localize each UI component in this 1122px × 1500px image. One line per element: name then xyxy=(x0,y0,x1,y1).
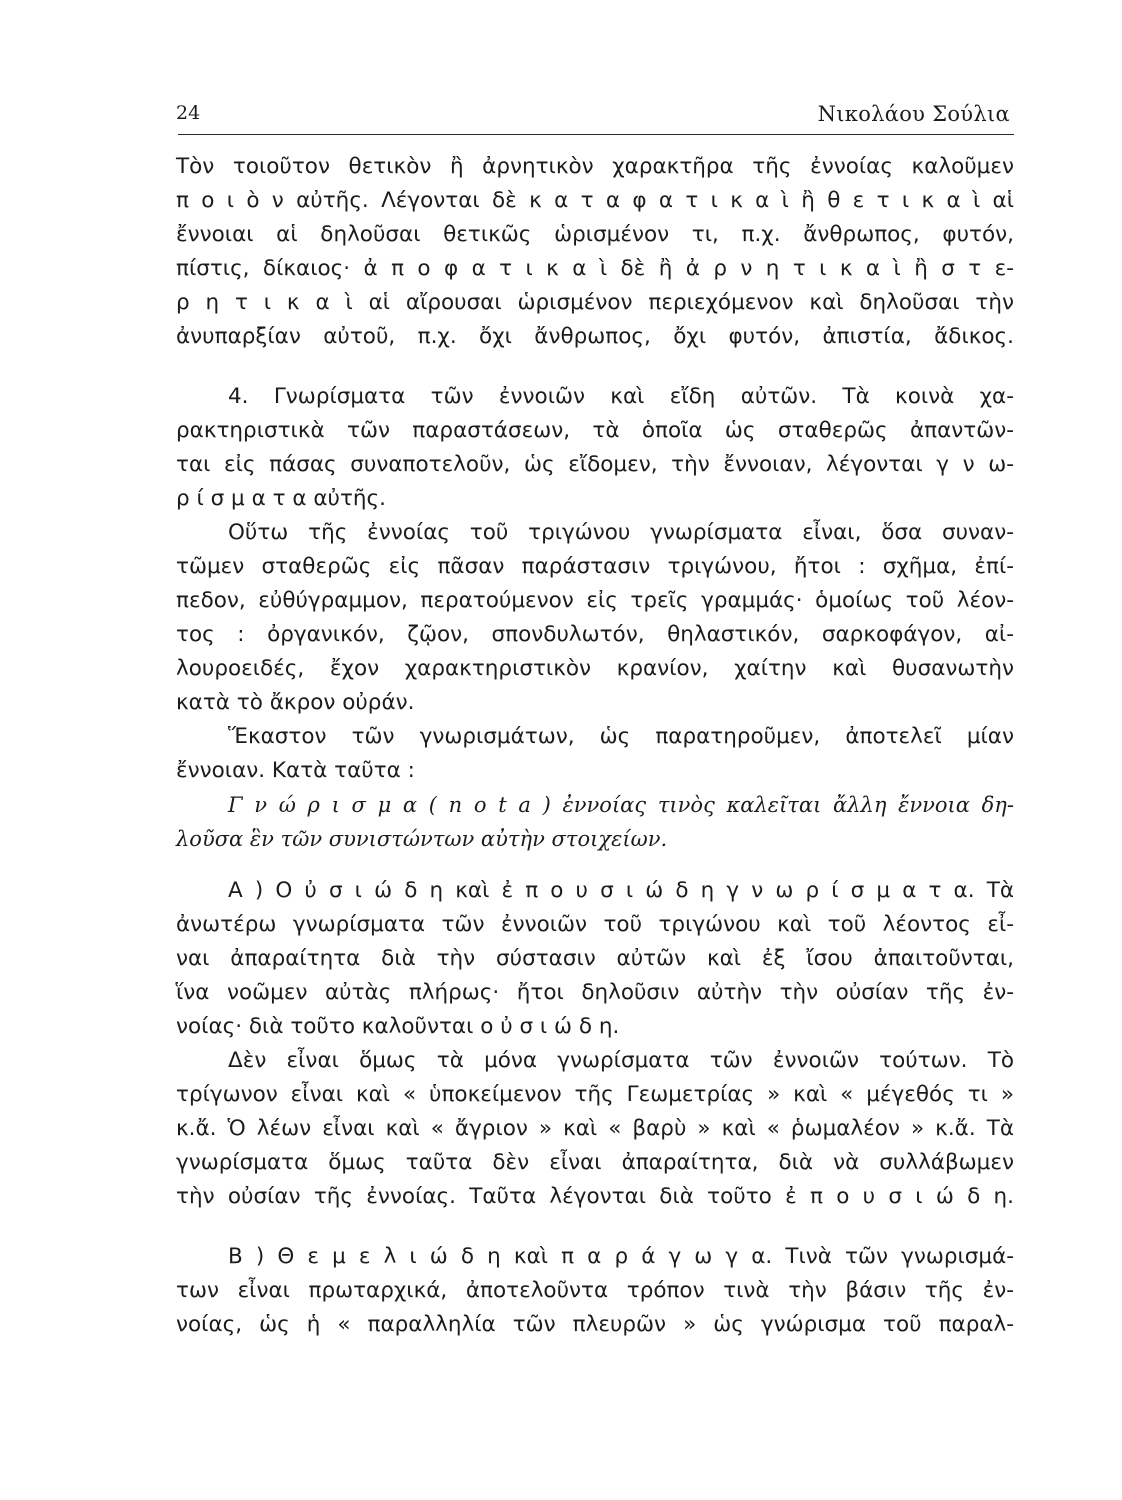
text-line: λουροειδές, ἔχον χαρακτηριστικὸν κρανίον, χαίτην καὶ θυσανωτὴν xyxy=(176,656,1014,681)
definition xyxy=(176,788,1014,856)
header-rule xyxy=(178,134,1014,135)
subsection-heading-line: Β ) Θ ε μ ε λ ι ώ δ η καὶ π α ρ ά γ ω γ α. Τινὰ τῶν γνωρισμά- xyxy=(228,1244,1014,1269)
page-header xyxy=(176,100,1014,132)
text-line: των εἶναι πρωταρχικά, ἀποτελοῦντα τρόπον τινὰ τὴν βάσιν τῆς ἐν- xyxy=(176,1278,1014,1303)
text-line: ρακτηριστικὰ τῶν παραστάσεων, τὰ ὁποῖα ὡς σταθερῶς ἀπαντῶν- xyxy=(176,418,1014,443)
text-line: Οὕτω τῆς ἐννοίας τοῦ τριγώνου γνωρίσματα εἶναι, ὅσα συναν- xyxy=(228,520,1014,545)
subsection-a-paragraph xyxy=(176,874,1014,1044)
text-line: ρ η τ ι κ α ὶ αἱ αἴρουσαι ὡρισμένον περιεχόμενον καὶ δηλοῦσαι τὴν xyxy=(176,290,1014,315)
text-line: νοίας· διὰ τοῦτο καλοῦνται ο ὐ σ ι ώ δ η. xyxy=(176,1014,620,1039)
text-line: τρίγωνον εἶναι καὶ « ὑποκείμενον τῆς Γεωμετρίας » καὶ « μέγεθός τι » xyxy=(176,1082,1014,1107)
text-line: κατὰ τὸ ἄκρον οὐράν. xyxy=(176,690,415,715)
text-line: ται εἰς πάσας συναποτελοῦν, ὡς εἴδομεν, τὴν ἔννοιαν, λέγονται γ ν ω- xyxy=(176,452,1014,477)
text-line: ἔννοιαι αἱ δηλοῦσαι θετικῶς ὡρισμένον τι, π.χ. ἄνθρωπος, φυτόν, xyxy=(176,222,1014,247)
definition-line: Γ ν ώ ρ ι σ μ α ( n o t a ) ἐννοίας τινὸς καλεῖται ἄλλη ἔννοια δη- xyxy=(228,793,1014,817)
text-line: νοίας, ὡς ἡ « παραλληλία τῶν πλευρῶν » ὡς γνώρισμα τοῦ παραλ- xyxy=(176,1312,1014,1337)
text-line: κ.ἄ. Ὁ λέων εἶναι καὶ « ἄγριον » καὶ « βαρὺ » καὶ « ῥωμαλέον » κ.ἄ. Τὰ xyxy=(176,1116,1014,1141)
text-line: Δὲν εἶναι ὅμως τὰ μόνα γνωρίσματα τῶν ἐννοιῶν τούτων. Τὸ xyxy=(228,1048,1014,1073)
paragraph-4 xyxy=(176,720,1014,788)
text-line: Ἕκαστον τῶν γνωρισμάτων, ὡς παρατηροῦμεν, ἀποτελεῖ μίαν xyxy=(228,724,1014,749)
paragraph-7 xyxy=(176,1044,1014,1214)
text-line: ναι ἀπαραίτητα διὰ τὴν σύστασιν αὐτῶν καὶ ἐξ ἴσου ἀπαιτοῦνται, xyxy=(176,946,1014,971)
definition-line: λοῦσα ἓν τῶν συνιστώντων αὐτὴν στοιχείων. xyxy=(176,827,668,851)
text-line: τῶμεν σταθερῶς εἰς πᾶσαν παράστασιν τριγώνου, ἤτοι : σχῆμα, ἐπί- xyxy=(176,554,1014,579)
text-line: ἀνυπαρξίαν αὐτοῦ, π.χ. ὄχι ἄνθρωπος, ὄχι φυτόν, ἀπιστία, ἄδικος. xyxy=(176,324,1014,349)
text-line: πεδον, εὐθύγραμμον, περατούμενον εἰς τρεῖς γραμμάς· ὁμοίως τοῦ λέον- xyxy=(176,588,1014,613)
page-number: 24 xyxy=(176,102,201,124)
running-head: Νικολάου Σούλια xyxy=(817,102,1010,126)
text-line: γνωρίσματα ὅμως ταῦτα δὲν εἶναι ἀπαραίτητα, διὰ νὰ συλλάβωμεν xyxy=(176,1150,1014,1175)
section-4-paragraph xyxy=(176,380,1014,516)
subsection-heading-line: Α ) Ο ὐ σ ι ώ δ η καὶ ἐ π ο υ σ ι ώ δ η γ ν ω ρ ί σ μ α τ α. Τὰ xyxy=(228,878,1014,903)
text-line: Τὸν τοιοῦτον θετικὸν ἢ ἀρνητικὸν χαρακτῆρα τῆς ἐννοίας καλοῦμεν xyxy=(176,154,1014,179)
paragraph-1 xyxy=(176,150,1014,354)
text-line: πίστις, δίκαιος· ἀ π ο φ α τ ι κ α ὶ δὲ ἢ ἀ ρ ν η τ ι κ α ὶ ἢ σ τ ε- xyxy=(176,256,1014,281)
section-heading-line: 4. Γνωρίσματα τῶν ἐννοιῶν καὶ εἴδη αὐτῶν. Τὰ κοινὰ χα- xyxy=(228,384,1014,409)
text-line: ρ ί σ μ α τ α αὐτῆς. xyxy=(176,486,386,511)
text-line: ἔννοιαν. Κατὰ ταῦτα : xyxy=(176,758,415,783)
text-line: ἀνωτέρω γνωρίσματα τῶν ἐννοιῶν τοῦ τριγώνου καὶ τοῦ λέοντος εἶ- xyxy=(176,912,1014,937)
text-line: π ο ι ὸ ν αὐτῆς. Λέγονται δὲ κ α τ α φ α τ ι κ α ὶ ἢ θ ε τ ι κ α ὶ αἱ xyxy=(176,188,1014,213)
text-line: τὴν οὐσίαν τῆς ἐννοίας. Ταῦτα λέγονται διὰ τοῦτο ἐ π ο υ σ ι ώ δ η. xyxy=(176,1184,1014,1209)
subsection-b-paragraph xyxy=(176,1240,1014,1342)
page-body xyxy=(176,150,1014,1342)
text-line: ἵνα νοῶμεν αὐτὰς πλήρως· ἤτοι δηλοῦσιν αὐτὴν τὴν οὐσίαν τῆς ἐν- xyxy=(176,980,1014,1005)
text-line: τος : ὀργανικόν, ζῷον, σπονδυλωτόν, θηλαστικόν, σαρκοφάγον, αἰ- xyxy=(176,622,1014,647)
paragraph-3 xyxy=(176,516,1014,720)
